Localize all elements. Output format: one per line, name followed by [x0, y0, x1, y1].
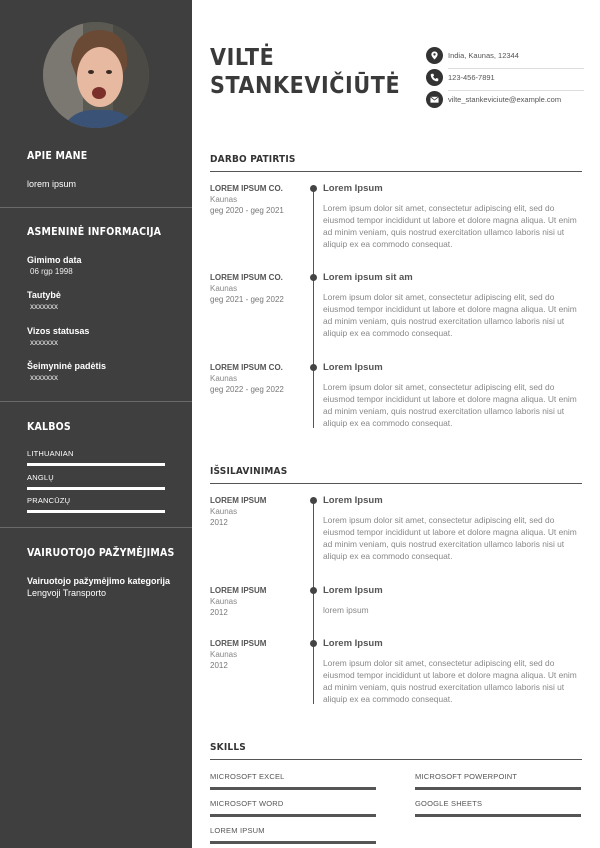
- education-entry-meta: [210, 639, 305, 670]
- section-divider: [210, 759, 582, 760]
- about-text: lorem ipsum: [27, 179, 77, 189]
- skill-level-bar: [210, 814, 376, 817]
- skill-item: [210, 772, 376, 790]
- email-text[interactable]: vilte_stankeviciute@example.com: [448, 95, 562, 104]
- experience-entry-body: [323, 183, 581, 250]
- about-heading: APIE MANE: [27, 150, 88, 162]
- contact-divider: [448, 68, 584, 69]
- experience-timeline: [313, 188, 314, 428]
- skill-name: MICROSOFT POWERPOINT: [415, 772, 518, 781]
- timeline-dot: [310, 274, 317, 281]
- section-divider: [210, 171, 582, 172]
- timeline-dot: [310, 185, 317, 192]
- education-timeline: [313, 500, 314, 704]
- language-name: ANGLŲ: [27, 473, 54, 482]
- school-city: Kaunas: [210, 650, 238, 659]
- school-city: Kaunas: [210, 507, 238, 516]
- skills-heading: SKILLS: [210, 742, 246, 753]
- location-pin-icon: [426, 47, 443, 64]
- employment-dates: geg 2021 - geg 2022: [210, 295, 284, 304]
- experience-entry-meta: [210, 273, 305, 304]
- languages-heading: KALBOS: [27, 421, 71, 433]
- education-heading: IŠSILAVINIMAS: [210, 466, 288, 477]
- marital-status-value: xxxxxxx: [30, 373, 58, 382]
- school-city: Kaunas: [210, 597, 238, 606]
- degree-title: Lorem Ipsum: [323, 638, 383, 649]
- company-city: Kaunas: [210, 374, 238, 383]
- section-divider: [210, 483, 582, 484]
- license-heading: VAIRUOTOJO PAŽYMĖJIMAS: [27, 547, 175, 559]
- skill-level-bar: [415, 787, 581, 790]
- visa-status-value: xxxxxxx: [30, 338, 58, 347]
- sidebar-divider: [0, 401, 192, 402]
- sidebar: [0, 0, 192, 848]
- degree-title: Lorem Ipsum: [323, 495, 383, 506]
- nationality-value: xxxxxxx: [30, 302, 58, 311]
- degree-description: Lorem ipsum dolor sit amet, consectetur adipiscing elit, sed do eiusmod tempor incididunt ut labore et dolore magna aliqua. Ut enim ad minim veniam, quis nostrud exercitation ullamco laboris nisi ut aliquip ex ea commodo consequat.: [323, 658, 577, 704]
- skill-item: [415, 799, 581, 817]
- language-name: LITHUANIAN: [27, 449, 74, 458]
- language-level-bar: [27, 463, 165, 466]
- company-name: LOREM IPSUM CO.: [210, 273, 283, 282]
- skill-name: MICROSOFT EXCEL: [210, 772, 285, 781]
- degree-description: Lorem ipsum dolor sit amet, consectetur adipiscing elit, sed do eiusmod tempor incididunt ut labore et dolore magna aliqua. Ut enim ad minim veniam, quis nostrud exercitation ullamco laboris nisi ut aliquip ex ea commodo consequat.: [323, 515, 577, 561]
- school-name: LOREM IPSUM: [210, 639, 267, 648]
- birth-date-value: 06 rgp 1998: [30, 267, 73, 276]
- job-title: Lorem Ipsum: [323, 362, 383, 373]
- contact-divider: [448, 90, 584, 91]
- skill-item: [210, 799, 376, 817]
- birth-date-label: Gimimo data: [27, 255, 82, 265]
- skill-item: [415, 772, 581, 790]
- personal-info-heading: ASMENINĖ INFORMACIJA: [27, 226, 162, 238]
- language-item: [27, 473, 165, 490]
- phone-text[interactable]: 123-456-7891: [448, 73, 495, 82]
- education-entry-body: [323, 638, 581, 705]
- skill-name: GOOGLE SHEETS: [415, 799, 483, 808]
- nationality-label: Tautybė: [27, 290, 61, 300]
- marital-status-label: Šeimyninė padėtis: [27, 361, 107, 371]
- sidebar-divider: [0, 527, 192, 528]
- company-city: Kaunas: [210, 195, 238, 204]
- degree-description: lorem ipsum: [323, 605, 369, 615]
- skill-item: [210, 826, 376, 844]
- graduation-year: 2012: [210, 661, 228, 670]
- school-name: LOREM IPSUM: [210, 496, 267, 505]
- full-name: [210, 44, 400, 100]
- company-name: LOREM IPSUM CO.: [210, 184, 283, 193]
- graduation-year: 2012: [210, 518, 228, 527]
- license-category-label: Vairuotojo pažymėjimo kategorija: [27, 576, 171, 586]
- first-name: VILTĖ: [210, 45, 275, 71]
- sidebar-divider: [0, 207, 192, 208]
- job-description: Lorem ipsum dolor sit amet, consectetur adipiscing elit, sed do eiusmod tempor incididunt ut labore et dolore magna aliqua. Ut enim ad minim veniam, quis nostrud exercitation ullamco laboris nisi ut aliquip ex ea commodo consequat.: [323, 382, 577, 428]
- skill-level-bar: [210, 841, 376, 844]
- job-description: Lorem ipsum dolor sit amet, consectetur adipiscing elit, sed do eiusmod tempor incididunt ut labore et dolore magna aliqua. Ut enim ad minim veniam, quis nostrud exercitation ullamco laboris nisi ut aliquip ex ea commodo consequat.: [323, 292, 577, 338]
- experience-entry-body: [323, 362, 581, 429]
- phone-icon: [426, 69, 443, 86]
- profile-photo: [43, 22, 149, 128]
- education-entry-body: [323, 495, 581, 562]
- education-entry-body: [323, 585, 581, 616]
- skill-name: MICROSOFT WORD: [210, 799, 284, 808]
- job-description: Lorem ipsum dolor sit amet, consectetur adipiscing elit, sed do eiusmod tempor incididunt ut labore et dolore magna aliqua. Ut enim ad minim veniam, quis nostrud exercitation ullamco laboris nisi ut aliquip ex ea commodo consequat.: [323, 203, 577, 249]
- skill-level-bar: [415, 814, 581, 817]
- timeline-dot: [310, 587, 317, 594]
- language-level-bar: [27, 510, 165, 513]
- license-category-value: Lengvoji Transporto: [27, 588, 107, 598]
- company-city: Kaunas: [210, 284, 238, 293]
- visa-status-label: Vizos statusas: [27, 326, 90, 336]
- job-title: Lorem ipsum sit am: [323, 272, 413, 283]
- language-level-bar: [27, 487, 165, 490]
- main-content: [192, 0, 600, 848]
- last-name: STANKEVIČIŪTĖ: [210, 73, 401, 99]
- graduation-year: 2012: [210, 608, 228, 617]
- experience-heading: DARBO PATIRTIS: [210, 154, 296, 165]
- company-name: LOREM IPSUM CO.: [210, 363, 283, 372]
- employment-dates: geg 2022 - geg 2022: [210, 385, 284, 394]
- experience-entry-body: [323, 272, 581, 339]
- timeline-dot: [310, 364, 317, 371]
- skill-name: LOREM IPSUM: [210, 826, 265, 835]
- employment-dates: geg 2020 - geg 2021: [210, 206, 284, 215]
- email-icon: [426, 91, 443, 108]
- school-name: LOREM IPSUM: [210, 586, 267, 595]
- timeline-dot: [310, 640, 317, 647]
- experience-entry-meta: [210, 184, 305, 215]
- address-text: India, Kaunas, 12344: [448, 51, 519, 60]
- language-item: [27, 496, 165, 513]
- experience-entry-meta: [210, 363, 305, 394]
- education-entry-meta: [210, 586, 305, 617]
- timeline-dot: [310, 497, 317, 504]
- language-name: PRANCŪZŲ: [27, 496, 71, 505]
- degree-title: Lorem Ipsum: [323, 585, 383, 596]
- language-item: [27, 449, 165, 466]
- job-title: Lorem Ipsum: [323, 183, 383, 194]
- education-entry-meta: [210, 496, 305, 527]
- skill-level-bar: [210, 787, 376, 790]
